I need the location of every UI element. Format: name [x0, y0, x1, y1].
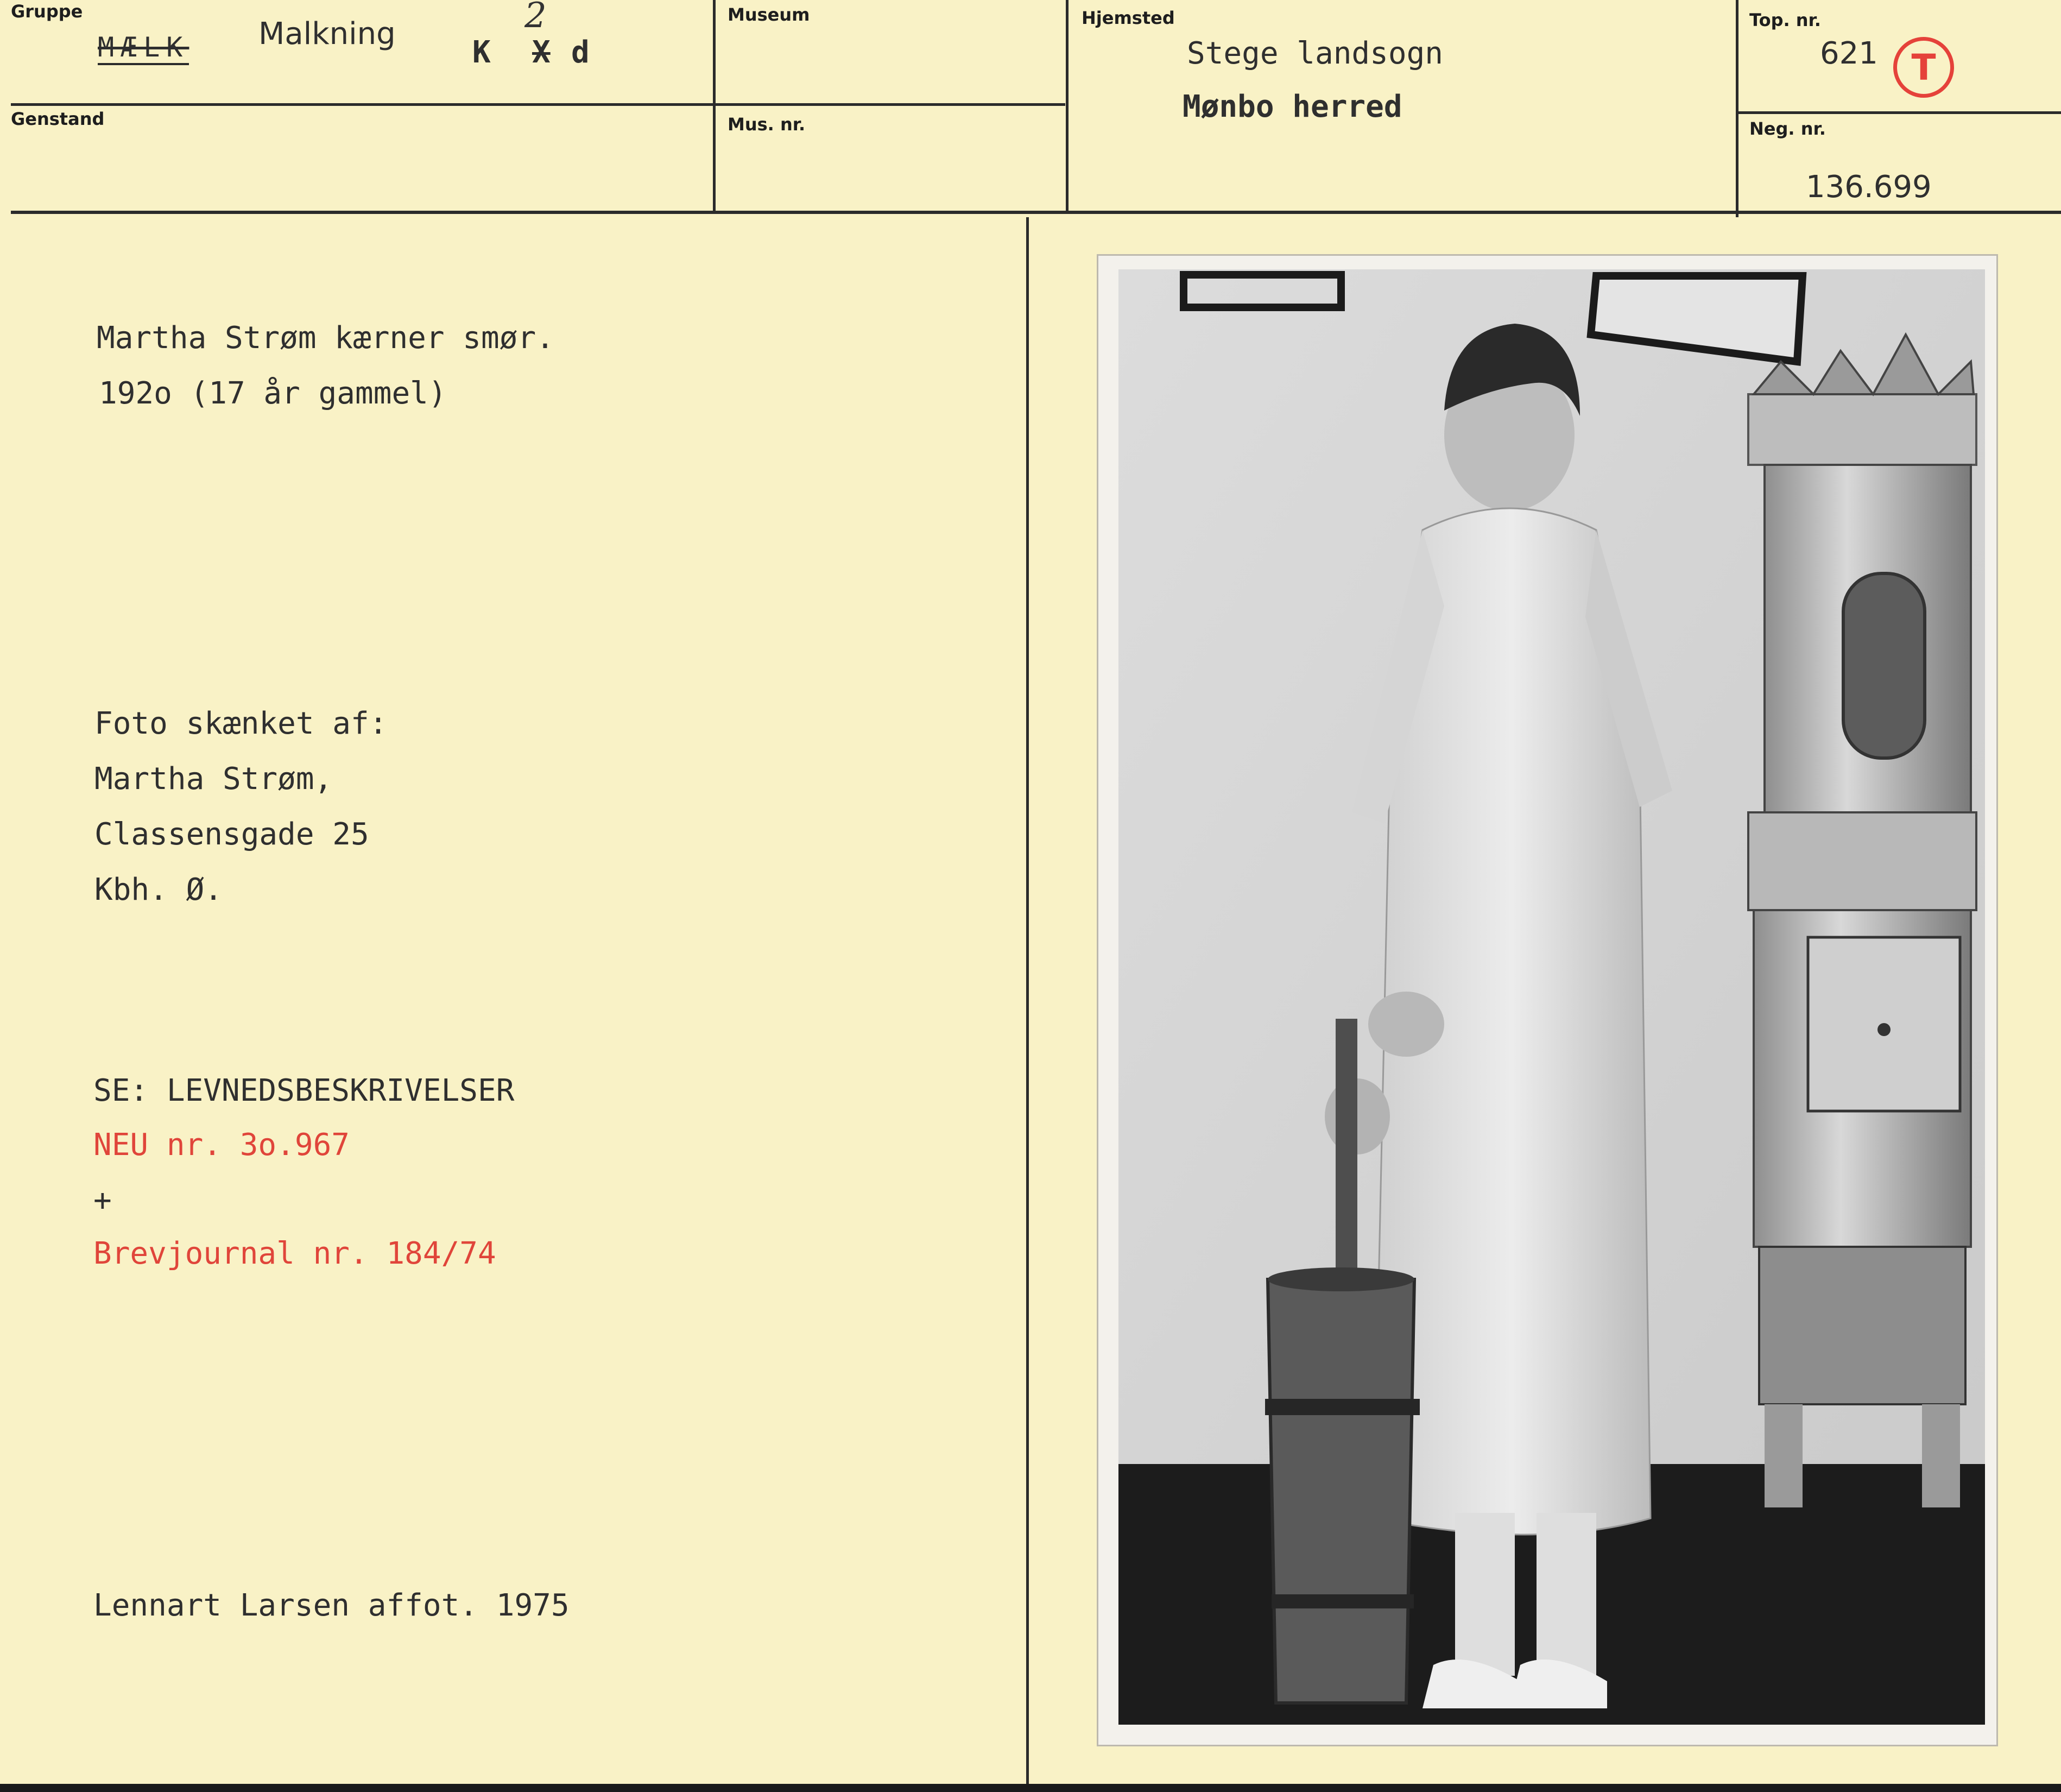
neg-nr-value: 136.699 [1806, 169, 1932, 205]
header-col-rule-1 [713, 0, 716, 213]
gruppe-code-x: X [532, 35, 551, 70]
gruppe-code-handwritten: 2 [524, 0, 547, 36]
hjemsted-herred: Mønbo herred [1183, 89, 1402, 124]
gruppe-value: Malkning [258, 16, 396, 52]
gruppe-code-k: K [472, 35, 491, 70]
donor-city: Kbh. Ø. [94, 872, 223, 907]
neu-reference: NEU nr. 3o.967 [93, 1127, 350, 1163]
donor-heading: Foto skænket af: [94, 706, 388, 741]
neg-nr-label: Neg. nr. [1749, 118, 1826, 139]
header-col-rule-2 [1066, 0, 1069, 213]
top-nr-label: Top. nr. [1749, 10, 1821, 30]
hjemsted-label: Hjemsted [1082, 8, 1175, 28]
plus-sign: + [93, 1183, 112, 1218]
gruppe-code-d: d [571, 35, 590, 70]
photograph [1118, 269, 1985, 1725]
top-nr-value: 621 [1820, 36, 1878, 71]
header-divider-left [11, 103, 1065, 106]
museum-label: Museum [728, 4, 810, 25]
t-stamp: T [1893, 37, 1954, 98]
gruppe-struck-value: MÆLK [98, 31, 189, 65]
caption-line-2: 192o (17 år gammel) [99, 376, 447, 411]
hjemsted-sogn: Stege landsogn [1187, 36, 1444, 71]
header-divider-right [1737, 111, 2061, 114]
card-bottom-edge [0, 1784, 2061, 1792]
body-col-rule [1026, 217, 1029, 1787]
caption-line-1: Martha Strøm kærner smør. [97, 320, 554, 356]
mus-nr-label: Mus. nr. [728, 114, 806, 135]
genstand-label: Genstand [11, 109, 105, 129]
photographer-credit: Lennart Larsen affot. 1975 [93, 1588, 570, 1623]
tiled-stove [1748, 335, 1976, 1507]
brevjournal-reference: Brevjournal nr. 184/74 [93, 1236, 496, 1271]
see-reference: SE: LEVNEDSBESKRIVELSER [93, 1073, 515, 1108]
header-bottom-rule [11, 211, 2061, 214]
gruppe-label: Gruppe [11, 1, 83, 22]
header-col-rule-3 [1736, 0, 1738, 217]
donor-name: Martha Strøm, [94, 761, 333, 797]
donor-street: Classensgade 25 [94, 817, 369, 852]
